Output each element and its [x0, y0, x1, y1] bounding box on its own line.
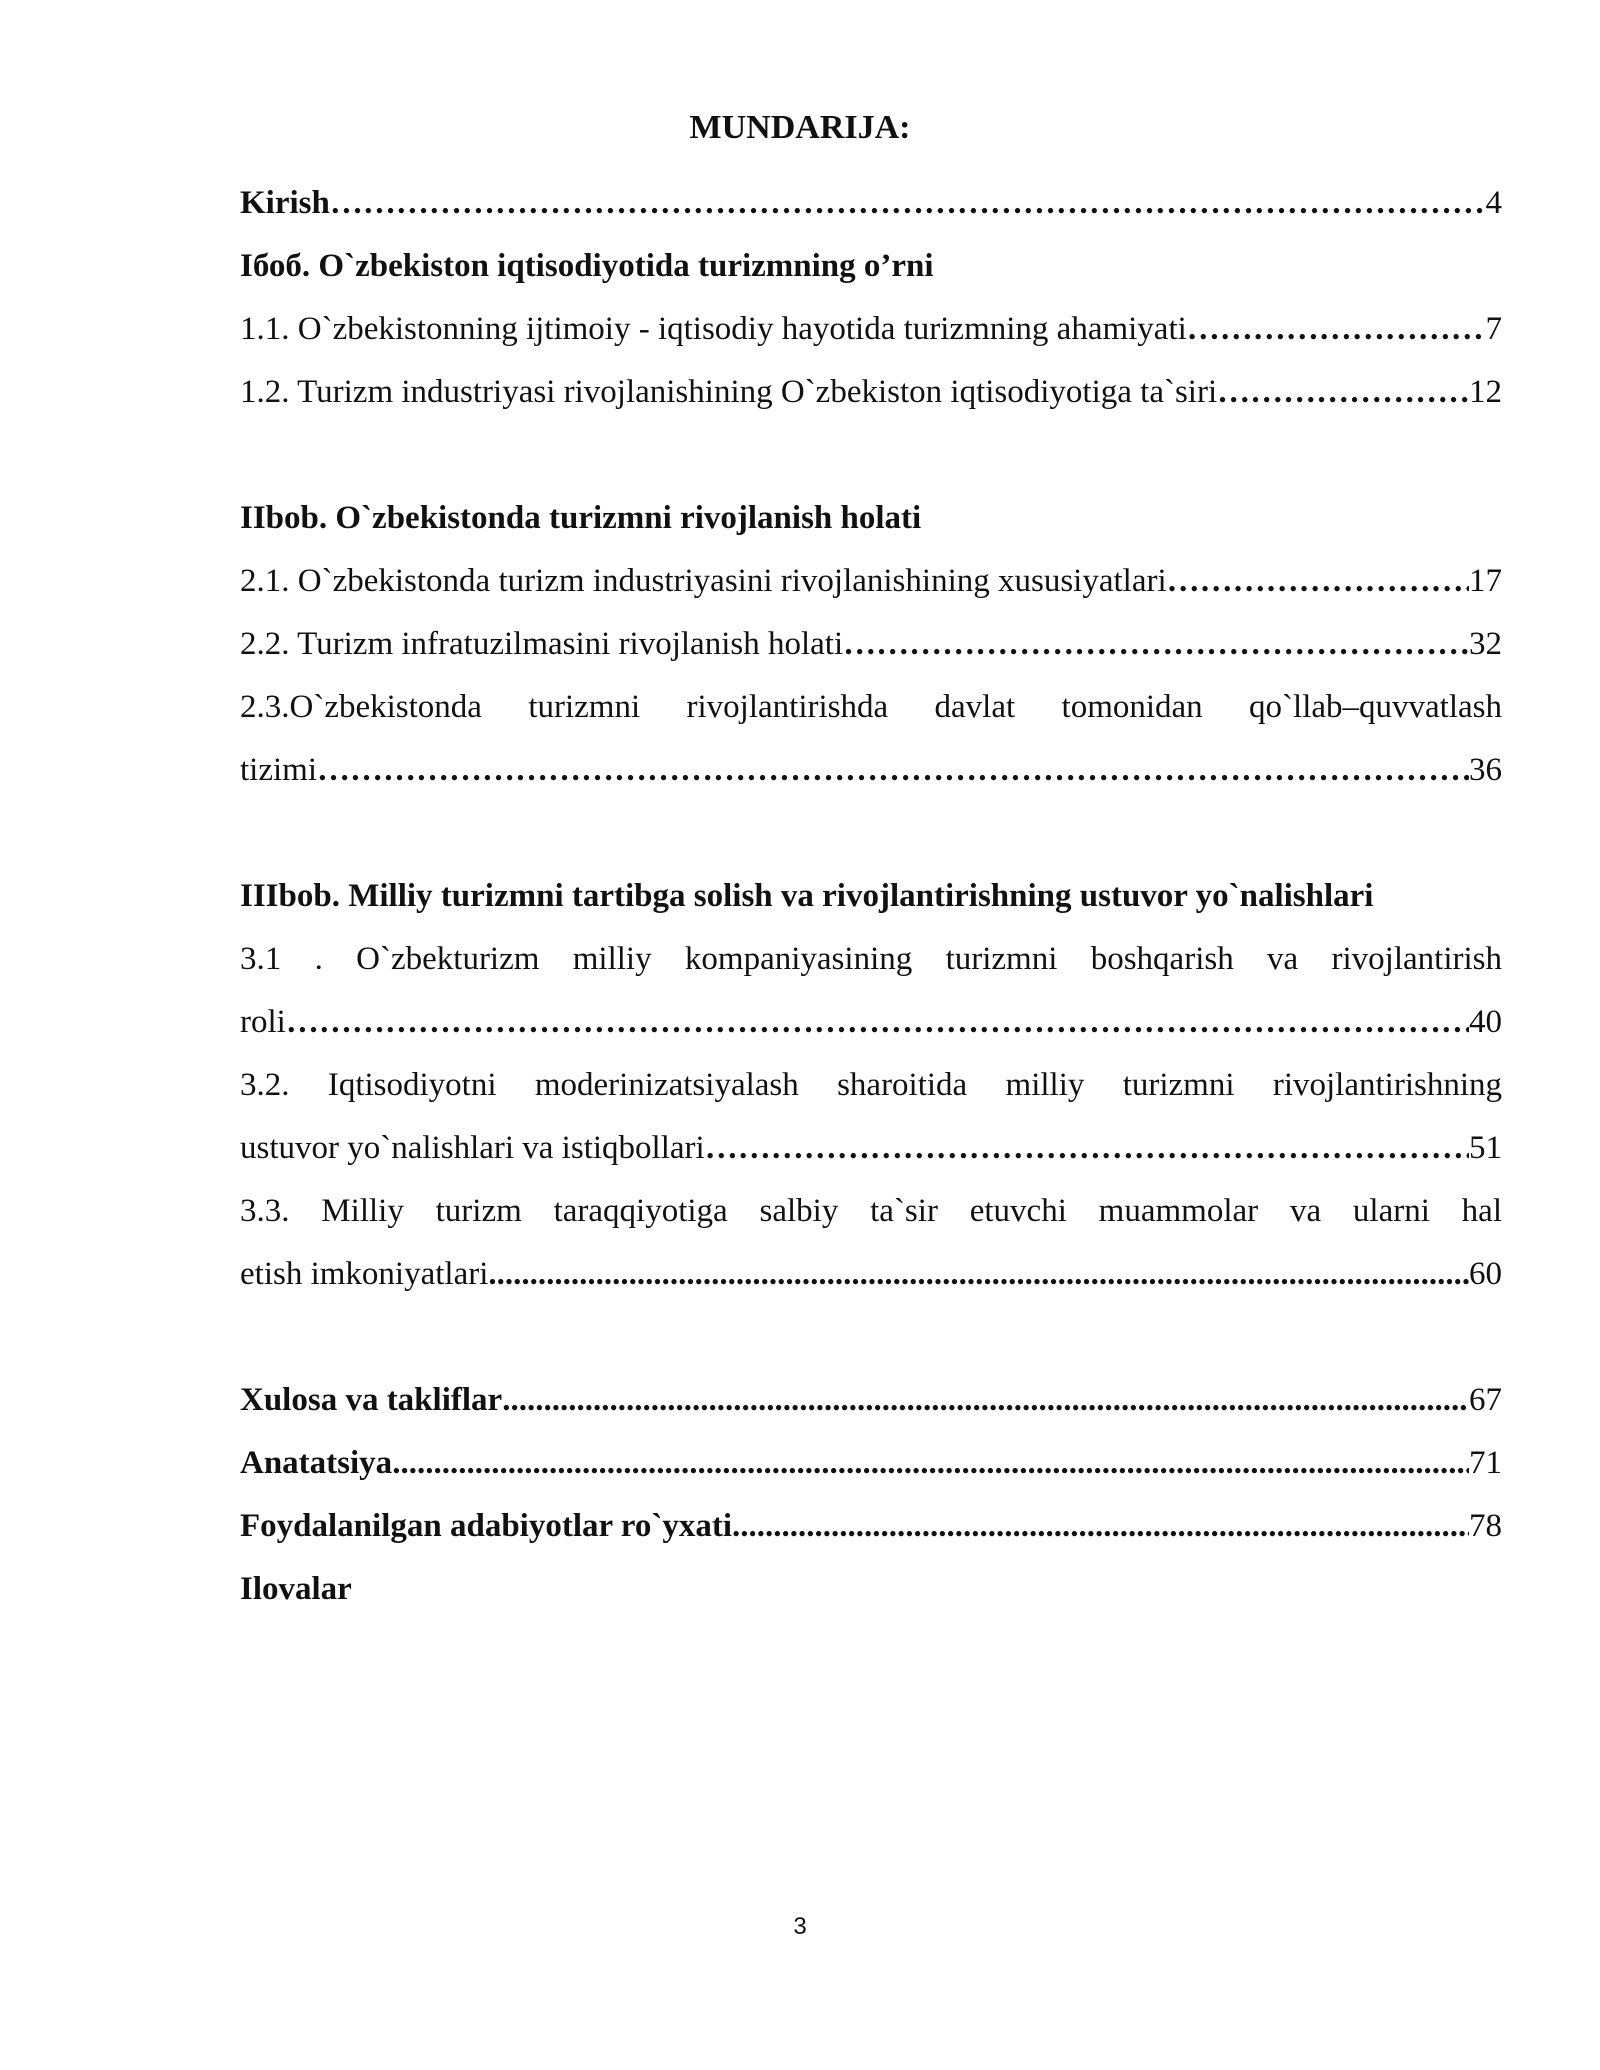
toc-chapter-3-heading	[240, 865, 1502, 928]
toc-entry-intro	[240, 172, 1502, 235]
toc-page: 40	[1469, 1004, 1502, 1040]
toc-entry-2-3-line1: 2.3.O`zbekistonda turizmni rivojlantirishda davlat tomonidan qo`llab–quvvatlash	[240, 689, 1502, 725]
toc-leader	[330, 172, 1486, 235]
chapter-heading: IIbob. O`zbekistonda turizmni rivojlanish holati	[240, 500, 922, 536]
toc-entry-references	[240, 1495, 1502, 1558]
toc-page: 17	[1469, 563, 1502, 599]
toc-label: Ilovalar	[240, 1571, 352, 1607]
toc-entry-appendix	[240, 1558, 1502, 1621]
toc-leader	[286, 991, 1469, 1054]
toc-label: 2.1. O`zbekistonda turizm industriyasini rivojlanishining xususiyatlari	[240, 563, 1167, 599]
toc-leader	[317, 739, 1469, 802]
toc-page: 71	[1469, 1445, 1502, 1481]
toc-entry-1-2	[240, 361, 1502, 424]
chapter-heading: IIIbob. Milliy turizmni tartibga solish va rivojlantirishning ustuvor yo`nalishlari	[240, 878, 1374, 914]
toc-entry-2-2	[240, 613, 1502, 676]
toc-label: etish imkoniyatlari	[240, 1256, 489, 1292]
toc-entry-3-2-line1: 3.2. Iqtisodiyotni moderinizatsiyalash sharoitida milliy turizmni rivojlantirishning	[240, 1067, 1502, 1103]
toc-page: 7	[1485, 311, 1502, 347]
toc-label: ustuvor yo`nalishlari va istiqbollari	[240, 1130, 705, 1166]
toc-label: 1.2. Turizm industriyasi rivojlanishining O`zbekiston iqtisodiyotiga ta`siri	[240, 374, 1218, 410]
toc-leader	[488, 1243, 1469, 1306]
toc-entry-3-1-line1: 3.1 . O`zbekturizm milliy kompaniyasining turizmni boshqarish va rivojlantirish	[240, 941, 1502, 977]
table-of-contents	[240, 172, 1502, 1621]
toc-entry-3-1	[240, 991, 1502, 1054]
toc-page: 32	[1469, 626, 1502, 662]
toc-label: Kirish	[240, 185, 330, 221]
toc-entry-3-3	[240, 1243, 1502, 1306]
toc-label: Xulosa va takliflar	[240, 1382, 503, 1418]
toc-entry-3-2	[240, 1117, 1502, 1180]
toc-entry-conclusion	[240, 1369, 1502, 1432]
toc-leader	[392, 1432, 1469, 1495]
toc-label: tizimi	[240, 752, 317, 788]
toc-page: 67	[1469, 1382, 1502, 1418]
toc-leader	[502, 1369, 1469, 1432]
toc-leader	[1167, 550, 1469, 613]
toc-label: roli	[240, 1004, 286, 1040]
toc-page: 4	[1485, 185, 1502, 221]
toc-page: 36	[1469, 752, 1502, 788]
page-title: MUNDARIJA:	[689, 109, 911, 146]
toc-leader	[705, 1117, 1469, 1180]
toc-entry-2-3	[240, 739, 1502, 802]
toc-leader	[1187, 298, 1486, 361]
toc-label: 1.1. O`zbekistonning ijtimoiy - iqtisodiy hayotida turizmning ahamiyati	[240, 311, 1187, 347]
toc-leader	[843, 613, 1469, 676]
toc-page: 78	[1469, 1508, 1502, 1544]
toc-entry-2-1	[240, 550, 1502, 613]
toc-page: 51	[1469, 1130, 1502, 1166]
toc-leader	[1217, 361, 1469, 424]
toc-entry-1-1	[240, 298, 1502, 361]
toc-label: 2.2. Turizm infratuzilmasini rivojlanish holati	[240, 626, 844, 662]
toc-entry-3-3-line1: 3.3. Milliy turizm taraqqiyotiga salbiy ta`sir etuvchi muammolar va ularni hal	[240, 1193, 1502, 1229]
page-number: 3	[793, 1913, 807, 1940]
toc-chapter-2-heading	[240, 487, 1502, 550]
toc-chapter-1-heading	[240, 235, 1502, 298]
chapter-heading: Iбоб. O`zbekiston iqtisodiyotida turizmning o’rni	[240, 248, 934, 284]
toc-label: Anatatsiya	[240, 1445, 393, 1481]
toc-page: 60	[1469, 1256, 1502, 1292]
toc-leader	[732, 1495, 1469, 1558]
toc-page: 12	[1469, 374, 1502, 410]
toc-label: Foydalanilgan adabiyotlar ro`yxati	[240, 1508, 733, 1544]
toc-entry-annotation	[240, 1432, 1502, 1495]
